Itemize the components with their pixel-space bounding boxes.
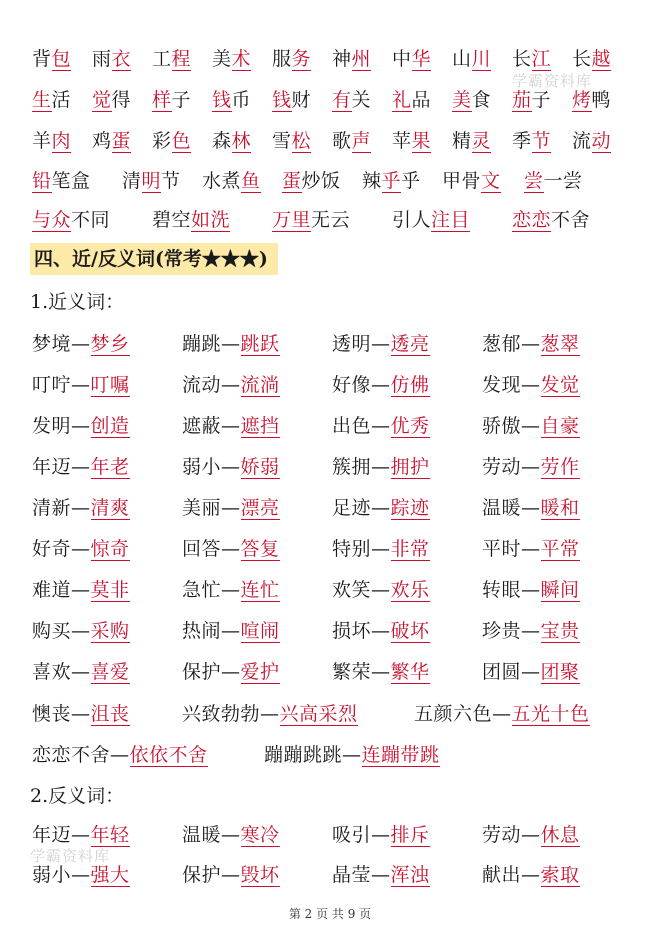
vocab-word: 长越 [572,48,612,70]
vocab-row [0,126,660,156]
word-pair: 透明—透亮 [332,333,430,355]
vocab-word: 雨衣 [92,48,132,70]
vocab-word: 鸡蛋 [92,130,132,152]
watermark: 学霸资料库 [30,847,111,865]
word-pair: 温暖—暖和 [482,497,580,519]
word-pair: 保护—爱护 [182,661,280,683]
word-pair: 转眼—瞬间 [482,579,580,601]
word-pair: 好像—仿佛 [332,374,430,396]
synonym-row [0,370,660,400]
vocab-word: 彩色 [152,130,192,152]
vocab-word: 工程 [152,48,192,70]
vocab-word: 美术 [212,48,252,70]
vocab-word: 中华 [392,48,432,70]
vocab-word: 礼品 [392,89,432,111]
vocab-word: 样子 [152,89,192,111]
word-pair: 年迈—年轻 [32,824,130,846]
word-pair: 劳动—劳作 [482,456,580,478]
page-footer: 第 2 页 共 9 页 [288,907,372,921]
word-pair: 热闹—喧闹 [182,620,280,642]
synonym-row [0,452,660,482]
word-pair: 足迹—踪迹 [332,497,430,519]
word-pair: 梦境—梦乡 [32,333,130,355]
watermark: 学霸资料库 [512,72,593,90]
synonym-row [0,657,660,687]
vocab-word: 有关 [332,89,372,111]
vocab-word: 苹果 [392,130,432,152]
vocab-word: 辣乎乎 [362,170,421,192]
vocab-word: 服务 [272,48,312,70]
word-pair: 懊丧—沮丧 [32,703,130,725]
synonym-row [0,493,660,523]
vocab-word: 生活 [32,89,72,111]
word-pair: 难道—莫非 [32,579,130,601]
vocab-word: 清明节 [122,170,181,192]
vocab-word: 觉得 [92,89,132,111]
word-pair: 劳动—休息 [482,824,580,846]
vocab-word: 美食 [452,89,492,111]
vocab-word: 流动 [572,130,612,152]
vocab-word: 钱币 [212,89,252,111]
vocab-idiom: 恋恋不舍 [512,209,591,231]
vocab-word: 背包 [32,48,72,70]
vocab-word: 长江 [512,48,552,70]
word-pair: 五颜六色—五光十色 [414,703,590,725]
synonym-heading: 1.近义词： [30,291,125,313]
word-pair: 遮蔽—遮挡 [182,415,280,437]
synonym-row [0,740,660,770]
vocab-idiom: 引人注目 [392,209,471,231]
vocab-word: 茄子 [512,89,552,111]
vocab-word: 森林 [212,130,252,152]
word-pair: 兴致勃勃—兴高采烈 [182,703,358,725]
synonym-row [0,534,660,564]
word-pair: 保护—毁坏 [182,864,280,886]
vocab-word: 烤鸭 [572,89,612,111]
word-pair: 美丽—漂亮 [182,497,280,519]
word-pair: 欢笑—欢乐 [332,579,430,601]
word-pair: 损坏—破坏 [332,620,430,642]
word-pair: 叮咛—叮嘱 [32,374,130,396]
vocab-idiom: 与众不同 [32,209,111,231]
word-pair: 蹦跳—跳跃 [182,333,280,355]
word-pair: 喜欢—喜爱 [32,661,130,683]
word-pair: 急忙—连忙 [182,579,280,601]
word-pair: 珍贵—宝贵 [482,620,580,642]
word-pair: 出色—优秀 [332,415,430,437]
word-pair: 蹦蹦跳跳—连蹦带跳 [264,744,440,766]
synonym-row [0,699,660,729]
vocab-word: 精灵 [452,130,492,152]
vocab-word: 山川 [452,48,492,70]
word-pair: 特别—非常 [332,538,430,560]
word-pair: 购买—采购 [32,620,130,642]
section-title: 四、近/反义词(常考★★★) [30,243,278,275]
vocab-word: 雪松 [272,130,312,152]
vocab-word: 季节 [512,130,552,152]
synonym-row [0,616,660,646]
word-pair: 发明—创造 [32,415,130,437]
vocab-row [0,205,660,235]
word-pair: 弱小—娇弱 [182,456,280,478]
vocab-word: 蛋炒饭 [282,170,341,192]
antonym-heading: 2.反义词： [30,785,125,807]
word-pair: 年迈—年老 [32,456,130,478]
word-pair: 簇拥—拥护 [332,456,430,478]
word-pair: 繁荣—繁华 [332,661,430,683]
vocab-word: 甲骨文 [442,170,501,192]
word-pair: 弱小—强大 [32,864,130,886]
synonym-row [0,329,660,359]
vocab-word: 水煮鱼 [202,170,261,192]
word-pair: 回答—答复 [182,538,280,560]
synonym-row [0,575,660,605]
word-pair: 团圆—团聚 [482,661,580,683]
vocab-word: 钱财 [272,89,312,111]
word-pair: 献出—索取 [482,864,580,886]
vocab-idiom: 碧空如洗 [152,209,231,231]
word-pair: 吸引—排斥 [332,824,430,846]
word-pair: 骄傲—自豪 [482,415,580,437]
vocab-idiom: 万里无云 [272,209,351,231]
word-pair: 温暖—寒冷 [182,824,280,846]
word-pair: 发现—发觉 [482,374,580,396]
vocab-word: 神州 [332,48,372,70]
vocab-word: 铅笔盒 [32,170,91,192]
word-pair: 葱郁—葱翠 [482,333,580,355]
word-pair: 好奇—惊奇 [32,538,130,560]
vocab-word: 羊肉 [32,130,72,152]
word-pair: 平时—平常 [482,538,580,560]
word-pair: 清新—清爽 [32,497,130,519]
synonym-row [0,411,660,441]
vocab-row [0,166,660,196]
vocab-word: 尝一尝 [524,170,583,192]
word-pair: 晶莹—浑浊 [332,864,430,886]
word-pair: 流动—流淌 [182,374,280,396]
word-pair: 恋恋不舍—依依不舍 [32,744,208,766]
vocab-word: 歌声 [332,130,372,152]
